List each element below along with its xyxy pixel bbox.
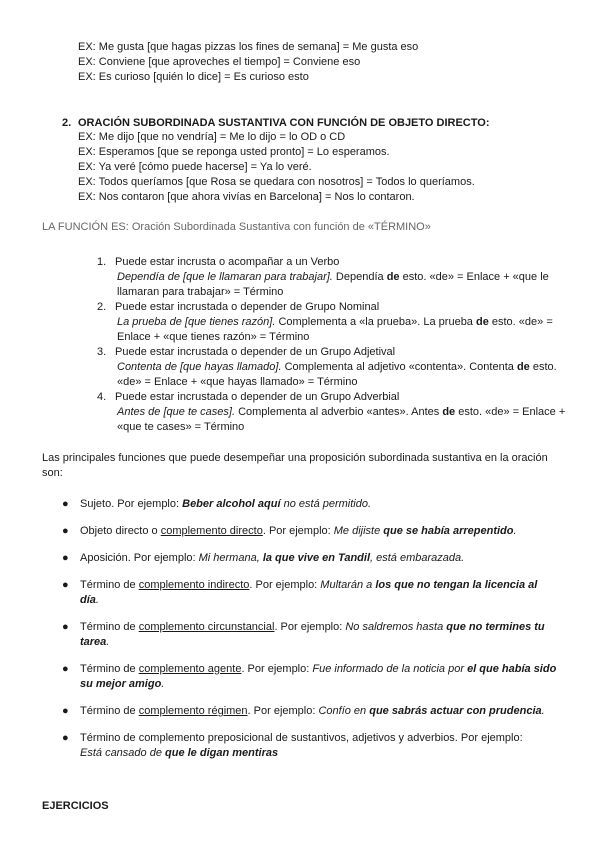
item-example-bold: que se había arrepentido: [383, 525, 514, 537]
bullet-icon: ●: [62, 579, 69, 591]
list-item: [62, 578, 557, 608]
item-text: Complementa a «la prueba». La prueba: [275, 316, 476, 328]
bullet-icon: ●: [62, 621, 69, 633]
term-link[interactable]: complemento directo: [160, 525, 263, 537]
termino-list: [97, 255, 567, 435]
item-example-bold: Beber alcohol aquí: [182, 498, 281, 510]
item-example: Contenta de [que hayas llamado].: [117, 361, 282, 373]
item-example: .: [513, 525, 517, 537]
list-item: [62, 704, 557, 719]
item-example: , está embarazada.: [370, 552, 465, 564]
item-example: Confío en: [318, 705, 370, 717]
item-text: Dependía: [332, 271, 387, 283]
item-example: .: [161, 678, 165, 690]
item-text: Complementa al adverbio «antes». Antes: [235, 406, 443, 418]
item-example: Antes de [que te cases].: [117, 406, 236, 418]
section-number: 2.: [62, 117, 72, 129]
bullet-icon: ●: [62, 732, 69, 744]
item-heading: Puede estar incrusta o acompañar a un Verbo: [115, 256, 340, 268]
item-example: La prueba de [que tienes razón].: [117, 316, 276, 328]
section-2-heading: [62, 116, 490, 131]
item-label: Término de: [80, 705, 139, 717]
item-example-bold: que no termines tu tarea: [80, 621, 545, 648]
item-heading: Puede estar incrustada o depender de un Grupo Adverbial: [115, 391, 400, 403]
item-label: . Por ejemplo:: [249, 579, 321, 591]
item-label: . Por ejemplo:: [247, 705, 319, 717]
item-text: esto. «de» = Enlace + «que tienes razón» = Término: [117, 316, 553, 343]
item-example: .: [95, 594, 99, 606]
term-link[interactable]: complemento agente: [138, 663, 242, 675]
ejercicios-heading: EJERCICIOS: [42, 800, 109, 812]
item-label: Sujeto. Por ejemplo:: [80, 498, 183, 510]
list-item: [62, 551, 557, 566]
bullet-icon: ●: [62, 525, 69, 537]
list-item: [97, 390, 567, 435]
item-example: Dependía de [que le llamaran para trabajar].: [117, 271, 333, 283]
item-label: Término de complemento preposicional de sustantivos, adjetivos y adverbios. Por ejemplo:: [80, 732, 523, 744]
bullet-icon: ●: [62, 663, 69, 675]
item-text-bold: de: [516, 361, 530, 373]
list-item: [62, 731, 557, 761]
examples-objeto-directo: [78, 130, 475, 205]
functions-list: [62, 497, 557, 773]
item-example: .: [106, 636, 110, 648]
item-example: no está permitido.: [280, 498, 372, 510]
list-item: [97, 345, 567, 390]
item-number: 3.: [97, 346, 107, 358]
list-item: [97, 255, 567, 300]
item-example: .: [541, 705, 545, 717]
list-item: [62, 620, 557, 650]
item-number: 2.: [97, 301, 107, 313]
item-example-bold: la que vive en Tandil: [262, 552, 371, 564]
term-link[interactable]: complemento circunstancial: [138, 621, 275, 633]
item-heading: Puede estar incrustada o depender de un Grupo Adjetival: [115, 346, 396, 358]
item-label: Término de: [80, 663, 139, 675]
term-link[interactable]: complemento indirecto: [138, 579, 250, 591]
item-label: Término de: [80, 579, 139, 591]
example-line: EX: Conviene [que aproveches el tiempo] = Conviene eso: [78, 56, 361, 68]
bullet-icon: ●: [62, 498, 69, 510]
item-heading: Puede estar incrustada o depender de Grupo Nominal: [115, 301, 380, 313]
item-text-bold: de: [475, 316, 489, 328]
item-text: Complementa al adjetivo «contenta». Contenta: [281, 361, 517, 373]
item-text-bold: de: [386, 271, 400, 283]
example-line: EX: Es curioso [quién lo dice] = Es curioso esto: [78, 71, 309, 83]
item-label: . Por ejemplo:: [262, 525, 334, 537]
item-example: Está cansado de: [80, 747, 166, 759]
item-label: Término de: [80, 621, 139, 633]
item-text-bold: de: [442, 406, 456, 418]
item-example: Me dijiste: [333, 525, 384, 537]
bullet-icon: ●: [62, 705, 69, 717]
item-label: . Por ejemplo:: [274, 621, 346, 633]
item-text: esto. «de» = Enlace + «que te cases» = Término: [117, 406, 566, 433]
term-link[interactable]: complemento régimen: [138, 705, 248, 717]
list-item: [97, 300, 567, 345]
example-line: EX: Nos contaron [que ahora vivías en Barcelona] = Nos lo contaron.: [78, 191, 415, 203]
item-text: esto. «de» = Enlace + «que hayas llamado» = Término: [117, 361, 557, 388]
list-item: [62, 497, 557, 512]
list-item: [62, 662, 557, 692]
section-title: ORACIÓN SUBORDINADA SUSTANTIVA CON FUNCIÓN DE OBJETO DIRECTO:: [78, 117, 490, 129]
item-label: Aposición. Por ejemplo:: [80, 552, 199, 564]
example-line: EX: Esperamos [que se reponga usted pronto] = Lo esperamos.: [78, 146, 390, 158]
item-example: No saldremos hasta: [345, 621, 447, 633]
intro-paragraph: Las principales funciones que puede desempeñar una proposición subordinada sustantiva en la oración son:: [42, 452, 548, 479]
funcion-heading: LA FUNCIÓN ES: Oración Subordinada Sustantiva con función de «TÉRMINO»: [42, 221, 431, 233]
item-label: . Por ejemplo:: [241, 663, 313, 675]
item-example-bold: el que había sido su mejor amigo: [80, 663, 557, 690]
examples-top: [78, 40, 418, 85]
item-example: Fue informado de la noticia por: [312, 663, 468, 675]
item-label: Objeto directo o: [80, 525, 161, 537]
example-line: EX: Me dijo [que no vendría] = Me lo dijo = lo OD o CD: [78, 131, 346, 143]
item-text: esto. «de» = Enlace + «que le llamaran para trabajar» = Término: [117, 271, 549, 298]
item-example: Multarán a: [320, 579, 376, 591]
item-number: 4.: [97, 391, 107, 403]
item-example: Mi hermana,: [198, 552, 263, 564]
bullet-icon: ●: [62, 552, 69, 564]
item-example-bold: que sabrás actuar con prudencia: [369, 705, 542, 717]
list-item: [62, 524, 557, 539]
item-example-bold: los que no tengan la licencia al día: [80, 579, 538, 606]
item-example-bold: que le digan mentiras: [165, 747, 279, 759]
item-number: 1.: [97, 256, 107, 268]
example-line: EX: Todos queríamos [que Rosa se quedara con nosotros] = Todos lo queríamos.: [78, 176, 475, 188]
example-line: EX: Ya veré [cómo puede hacerse] = Ya lo veré.: [78, 161, 312, 173]
example-line: EX: Me gusta [que hagas pizzas los fines de semana] = Me gusta eso: [78, 41, 419, 53]
